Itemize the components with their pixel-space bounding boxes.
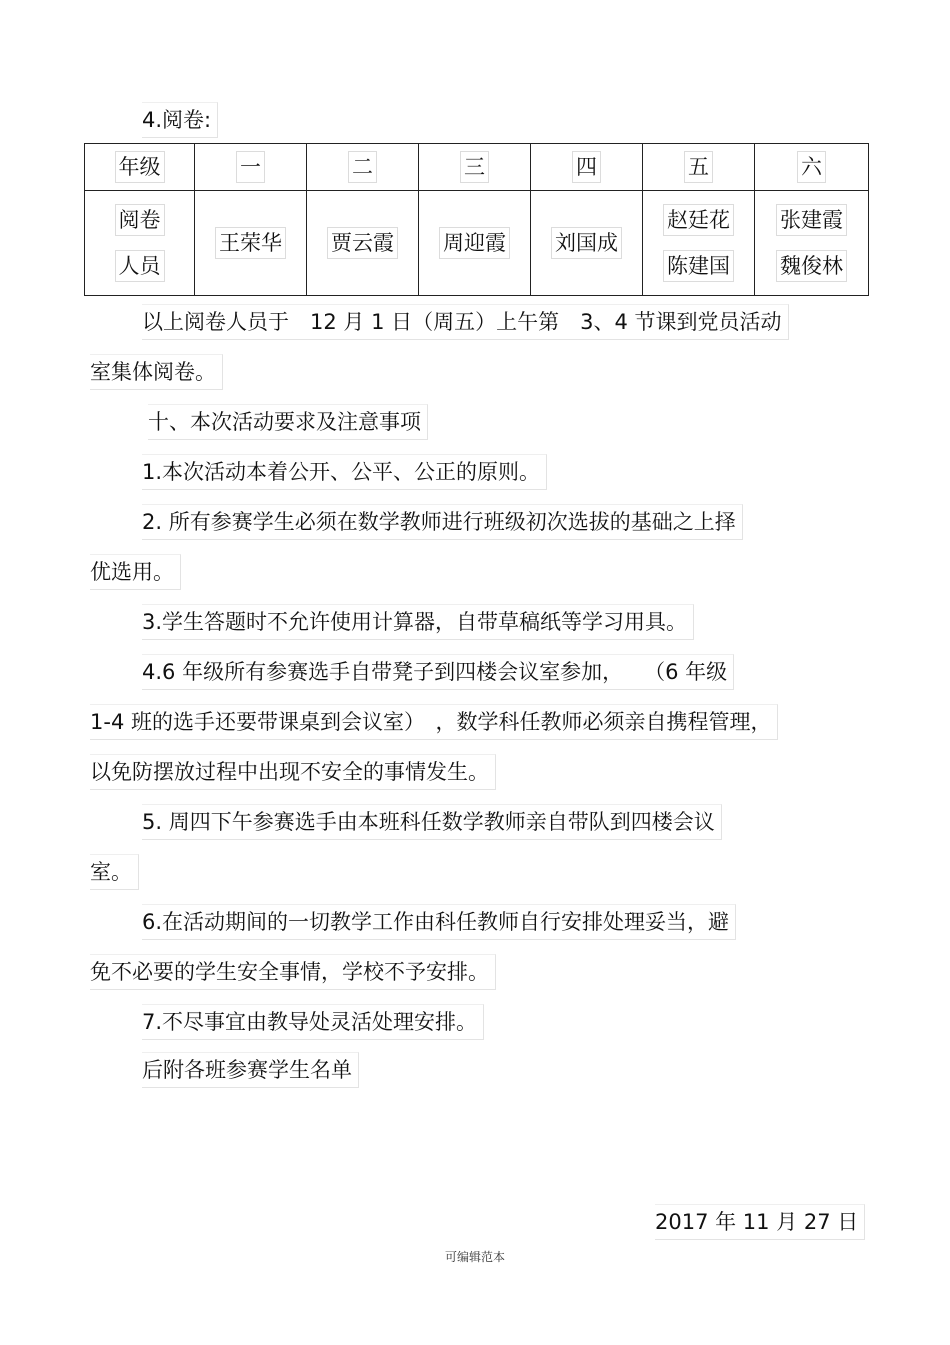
requirement-4-line-1: 4.6 年级所有参赛选手自带凳子到四楼会议室参加， （6 年级 (142, 654, 734, 690)
grader-grade-5: 赵廷花 陈建国 (643, 191, 755, 296)
grade-header-row (85, 144, 869, 191)
requirement-4-line-2: 1-4 班的选手还要带课桌到会议室） ，数学科任教师必须亲自携程管理， (90, 704, 778, 740)
grader-grade-6: 张建霞 魏俊林 (755, 191, 869, 296)
grade-header-label: 年级 (85, 144, 195, 191)
requirement-7: 7.不尽事宜由教导处灵活处理安排。 (142, 1004, 484, 1040)
grader-row-label: 阅卷 人员 (85, 191, 195, 296)
grade-1: 一 (195, 144, 307, 191)
grade-5: 五 (643, 144, 755, 191)
grade-3: 三 (419, 144, 531, 191)
grader-table (84, 143, 869, 296)
requirement-5-line-1: 5. 周四下午参赛选手由本班科任数学教师亲自带队到四楼会议 (142, 804, 722, 840)
document-date: 2017 年 11 月 27 日 (655, 1204, 865, 1240)
requirement-2-line-1: 2. 所有参赛学生必须在数学教师进行班级初次选拔的基础之上择 (142, 504, 743, 540)
appendix-note: 后附各班参赛学生名单 (142, 1052, 359, 1088)
grader-grade-1: 王荣华 (195, 191, 307, 296)
note-line-1: 以上阅卷人员于 12 月 1 日（周五）上午第 3、4 节课到党员活动 (142, 304, 789, 340)
grader-row (85, 191, 869, 296)
grader-grade-4: 刘国成 (531, 191, 643, 296)
grade-2: 二 (307, 144, 419, 191)
grader-grade-2: 贾云霞 (307, 191, 419, 296)
section-ten-title: 十、本次活动要求及注意事项 (148, 404, 428, 440)
requirement-5-line-2: 室。 (90, 854, 139, 890)
grade-4: 四 (531, 144, 643, 191)
requirement-2-line-2: 优选用。 (90, 554, 181, 590)
note-line-2: 室集体阅卷。 (90, 354, 223, 390)
requirement-6-line-2: 免不必要的学生安全事情，学校不予安排。 (90, 954, 496, 990)
grade-6: 六 (755, 144, 869, 191)
grader-grade-3: 周迎霞 (419, 191, 531, 296)
requirement-4-line-3: 以免防摆放过程中出现不安全的事情发生。 (90, 754, 496, 790)
reading-section-title: 4.阅卷: (142, 102, 218, 138)
requirement-6-line-1: 6.在活动期间的一切教学工作由科任教师自行安排处理妥当，避 (142, 904, 736, 940)
footer-text: 可编辑范本 (444, 1250, 505, 1264)
requirement-3: 3.学生答题时不允许使用计算器，自带草稿纸等学习用具。 (142, 604, 694, 640)
requirement-1: 1.本次活动本着公开、公平、公正的原则。 (142, 454, 547, 490)
